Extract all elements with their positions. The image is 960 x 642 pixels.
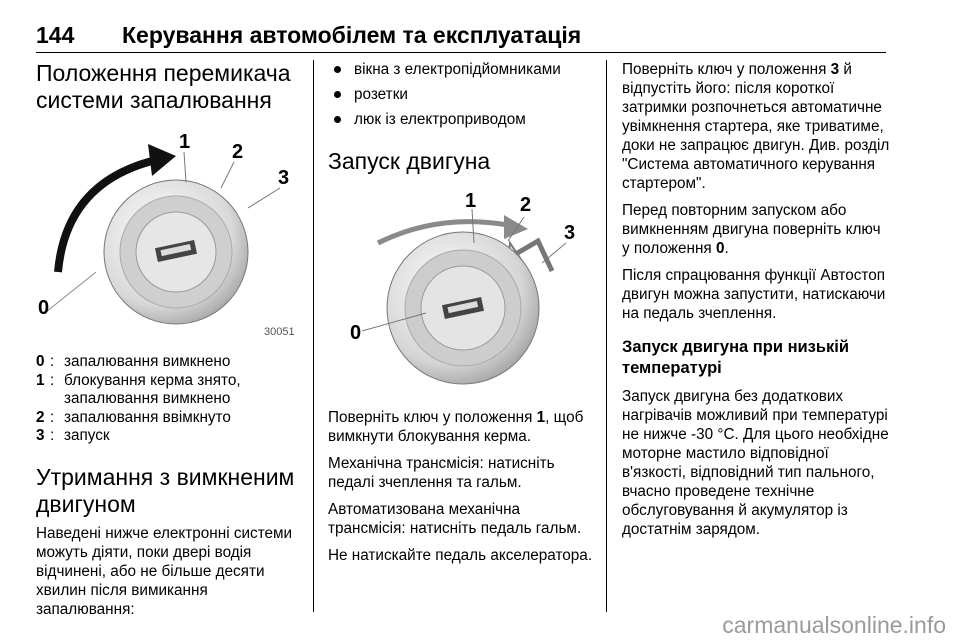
section-heading: Положення перемикача системи запалювання <box>36 60 291 113</box>
paragraph: Поверніть ключ у положення 1, щоб вимкнути блокування керма. <box>328 409 584 445</box>
bullet-icon <box>334 116 341 123</box>
page-header <box>36 22 886 53</box>
legend-text: запуск <box>64 427 110 444</box>
legend-number: 1 <box>36 371 45 389</box>
bullet-icon <box>334 91 341 98</box>
paragraph: Після спрацювання функції Автостоп двигун можна запустити, натискаючи на педаль зчеплення. <box>622 267 886 322</box>
paragraph: Не натискайте педаль акселератора. <box>328 547 593 564</box>
position-label-2: 2 <box>520 194 532 216</box>
legend-text: запалювання ввімкнуто <box>64 408 231 426</box>
legend-text: блокування керма знято, запалювання вимкнено <box>64 371 241 407</box>
figure-legend <box>36 353 298 446</box>
ignition-switch-figure <box>36 122 298 345</box>
position-label-2: 2 <box>232 141 244 163</box>
watermark: carmanualsonline.info <box>722 612 946 638</box>
ignition-switch-illustration <box>36 122 298 340</box>
legend-item: 2 : запалювання ввімкнуто <box>36 409 298 428</box>
ignition-start-illustration <box>328 183 598 395</box>
list-item: люк із електроприводом <box>328 110 598 130</box>
chapter-title: Керування автомобілем та експлуатація <box>122 22 582 48</box>
ignition-start-figure <box>328 183 598 400</box>
bullet-icon <box>334 66 341 73</box>
column-3 <box>622 60 892 539</box>
paragraph: Поверніть ключ у положення 3 й відпустіть його: після короткої затримки розпочнеться автоматичне увімкнення стартера, яке триватиме, доки не запрацює двигун. Див. розділ "Система автоматичного керування стартером". <box>622 61 890 192</box>
paragraph: Автоматизована механічна трансмісія: натисніть педаль гальм. <box>328 501 582 537</box>
position-label-3: 3 <box>564 222 576 244</box>
column-2 <box>328 60 598 565</box>
section-heading: Запуск двигуна при низькій температурі <box>622 338 850 377</box>
legend-text: запалювання вимкнено <box>64 353 231 370</box>
column-divider <box>313 60 314 612</box>
section-heading: Запуск двигуна <box>328 148 491 174</box>
column-divider <box>606 60 607 612</box>
paragraph: Перед повторним запуском або вимкненням двигуна поверніть ключ у положення 0. <box>622 202 881 257</box>
legend-number: 3 <box>36 427 45 444</box>
figure-number: 30051 <box>264 326 295 338</box>
column-1 <box>36 60 298 619</box>
legend-item: 3 : запуск <box>36 427 298 446</box>
paragraph: Наведені нижче електронні системи можуть діяти, поки двері водія відчинені, або не більше десяти хвилин після вимикання запалювання: <box>36 524 293 618</box>
position-label-0: 0 <box>38 297 50 319</box>
paragraph: Запуск двигуна без додаткових нагрівачів можливий при температурі не нижче -30 °C. Для цього необхідне моторне мастило відповідної в'язкості, відповідний тип пального, вчасно проведене технічне обслуговування й акумулятор із достатнім зарядом. <box>622 388 889 538</box>
legend-number: 2 <box>36 408 45 426</box>
section-heading: Утримання з вимкненим двигуном <box>36 463 295 517</box>
page-number: 144 <box>36 22 75 48</box>
paragraph: Механічна трансмісія: натисніть педалі зчеплення та гальм. <box>328 455 555 491</box>
position-label-1: 1 <box>179 131 191 153</box>
position-label-1: 1 <box>465 190 477 212</box>
list-item: вікна з електропідйомниками <box>328 60 598 80</box>
legend-item: 1 : блокування керма знято, запалювання вимкнено <box>36 372 298 409</box>
list-item: розетки <box>328 85 598 105</box>
bullet-list <box>328 60 598 130</box>
legend-number: 0 <box>36 353 45 370</box>
position-label-3: 3 <box>278 167 290 189</box>
position-label-0: 0 <box>350 322 362 344</box>
legend-item: 0 : запалювання вимкнено <box>36 353 298 372</box>
